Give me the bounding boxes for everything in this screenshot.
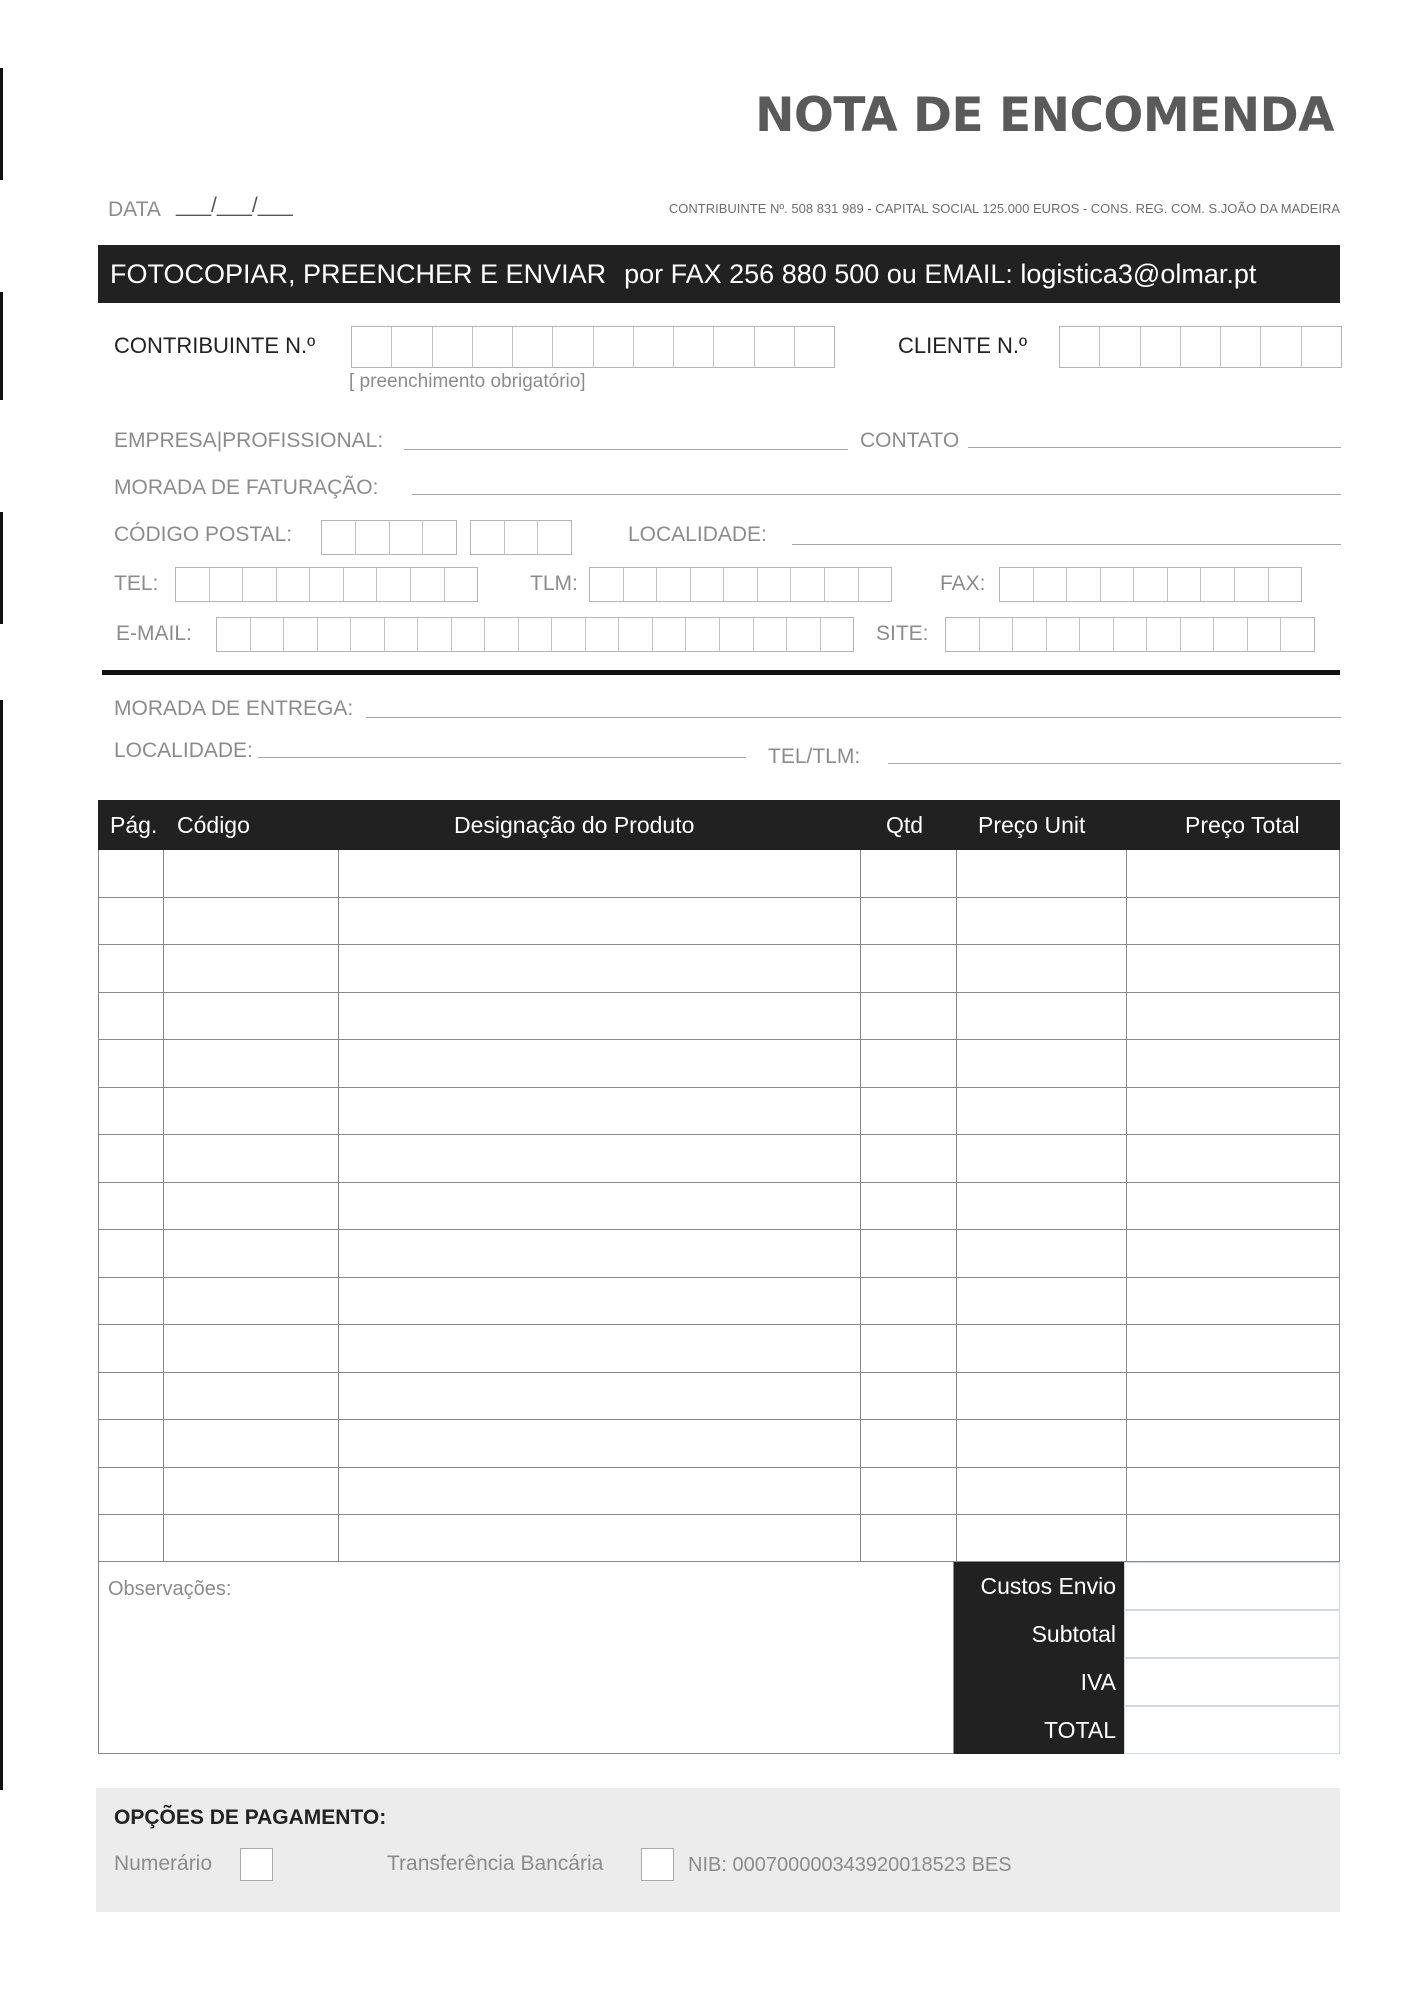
morada-faturacao-input[interactable]	[412, 494, 1341, 495]
codigo-postal-input-3[interactable]	[470, 520, 572, 555]
row-divider	[99, 897, 1339, 898]
email-label: E-MAIL:	[116, 622, 192, 645]
row-divider	[99, 1134, 1339, 1135]
date-label: DATA	[108, 198, 161, 221]
cliente-input[interactable]	[1059, 326, 1342, 368]
observacoes-box[interactable]	[98, 1562, 954, 1754]
observacoes-label: Observações:	[108, 1578, 232, 1600]
binder-edge-mark	[0, 68, 3, 180]
transferencia-label: Transferência Bancária	[387, 1852, 604, 1875]
tel-label: TEL:	[114, 572, 159, 595]
fax-label: FAX:	[940, 572, 986, 595]
nib-text: NIB: 000700000343920018523 BES	[688, 1854, 1012, 1876]
codigo-postal-label: CÓDIGO POSTAL:	[114, 523, 293, 546]
contato-input[interactable]	[968, 447, 1341, 448]
column-header-preco-total: Preço Total	[1185, 812, 1300, 838]
row-divider	[99, 1419, 1339, 1420]
banner-instruction: FOTOCOPIAR, PREENCHER E ENVIAR	[110, 258, 607, 289]
row-divider	[99, 1229, 1339, 1230]
delivery-localidade-label: LOCALIDADE:	[114, 739, 253, 762]
row-divider	[99, 1087, 1339, 1088]
column-divider	[956, 850, 957, 1562]
binder-edge-mark	[0, 700, 3, 1790]
custos-envio-field[interactable]	[1124, 1562, 1340, 1610]
site-input[interactable]	[945, 617, 1315, 652]
binder-edge-mark	[0, 512, 3, 624]
subtotal-label: Subtotal	[954, 1610, 1124, 1658]
column-header-codigo: Código	[177, 812, 250, 838]
localidade-label: LOCALIDADE:	[628, 523, 767, 546]
email-input[interactable]	[216, 617, 854, 652]
row-divider	[99, 1514, 1339, 1515]
morada-entrega-input[interactable]	[366, 717, 1341, 718]
tel-tlm-label: TEL/TLM:	[768, 745, 861, 768]
site-label: SITE:	[876, 622, 929, 645]
custos-envio-label: Custos Envio	[954, 1562, 1124, 1610]
date-field[interactable]: ___/___/___	[176, 194, 293, 217]
column-header-designacao: Designação do Produto	[454, 812, 695, 838]
contribuinte-label: CONTRIBUINTE N.º	[114, 333, 316, 358]
iva-field[interactable]	[1124, 1658, 1340, 1706]
table-header	[98, 800, 1340, 850]
morada-entrega-label: MORADA DE ENTREGA:	[114, 697, 354, 720]
fax-input[interactable]	[999, 567, 1302, 602]
row-divider	[99, 1324, 1339, 1325]
numerario-checkbox[interactable]	[240, 1848, 273, 1881]
column-header-pag: Pág.	[110, 812, 158, 838]
tlm-input[interactable]	[589, 567, 892, 602]
codigo-postal-input-4[interactable]	[321, 520, 457, 555]
contato-label: CONTATO	[860, 429, 960, 452]
cliente-label: CLIENTE N.º	[898, 333, 1028, 358]
company-info: CONTRIBUINTE Nº. 508 831 989 - CAPITAL SOCIAL 125.000 EUROS - CONS. REG. COM. S.JOÃO DA MADEIRA	[668, 201, 1340, 216]
section-divider	[102, 670, 1340, 675]
total-label: TOTAL	[954, 1706, 1124, 1754]
morada-faturacao-label: MORADA DE FATURAÇÃO:	[114, 476, 379, 499]
subtotal-field[interactable]	[1124, 1610, 1340, 1658]
transferencia-checkbox[interactable]	[641, 1848, 674, 1881]
row-divider	[99, 1372, 1339, 1373]
order-items-grid[interactable]	[98, 850, 1340, 1562]
payment-title: OPÇÕES DE PAGAMENTO:	[114, 1806, 387, 1829]
contribuinte-note: [ preenchimento obrigatório]	[349, 371, 586, 392]
contribuinte-input[interactable]	[351, 326, 835, 368]
column-divider	[163, 850, 164, 1562]
numerario-label: Numerário	[114, 1852, 213, 1875]
delivery-localidade-input[interactable]	[258, 757, 746, 758]
row-divider	[99, 1182, 1339, 1183]
row-divider	[99, 992, 1339, 993]
banner-contact: por FAX 256 880 500 ou EMAIL: logistica3@olmar.pt	[624, 258, 1257, 289]
tel-input[interactable]	[175, 567, 478, 602]
column-header-qtd: Qtd	[886, 812, 924, 838]
row-divider	[99, 1277, 1339, 1278]
instruction-banner	[98, 245, 1340, 303]
row-divider	[99, 1039, 1339, 1040]
row-divider	[99, 944, 1339, 945]
row-divider	[99, 1467, 1339, 1468]
binder-edge-mark	[0, 292, 3, 400]
tel-tlm-input[interactable]	[888, 763, 1341, 764]
payment-options	[96, 1788, 1340, 1912]
empresa-label: EMPRESA|PROFISSIONAL:	[114, 429, 384, 452]
iva-label: IVA	[954, 1658, 1124, 1706]
column-divider	[1126, 850, 1127, 1562]
column-divider	[338, 850, 339, 1562]
column-divider	[860, 850, 861, 1562]
empresa-input[interactable]	[404, 449, 848, 450]
tlm-label: TLM:	[530, 572, 578, 595]
localidade-input[interactable]	[792, 544, 1341, 545]
column-header-preco-unit: Preço Unit	[978, 812, 1086, 838]
document-title: NOTA DE ENCOMENDA	[755, 88, 1334, 143]
total-field[interactable]	[1124, 1706, 1340, 1754]
